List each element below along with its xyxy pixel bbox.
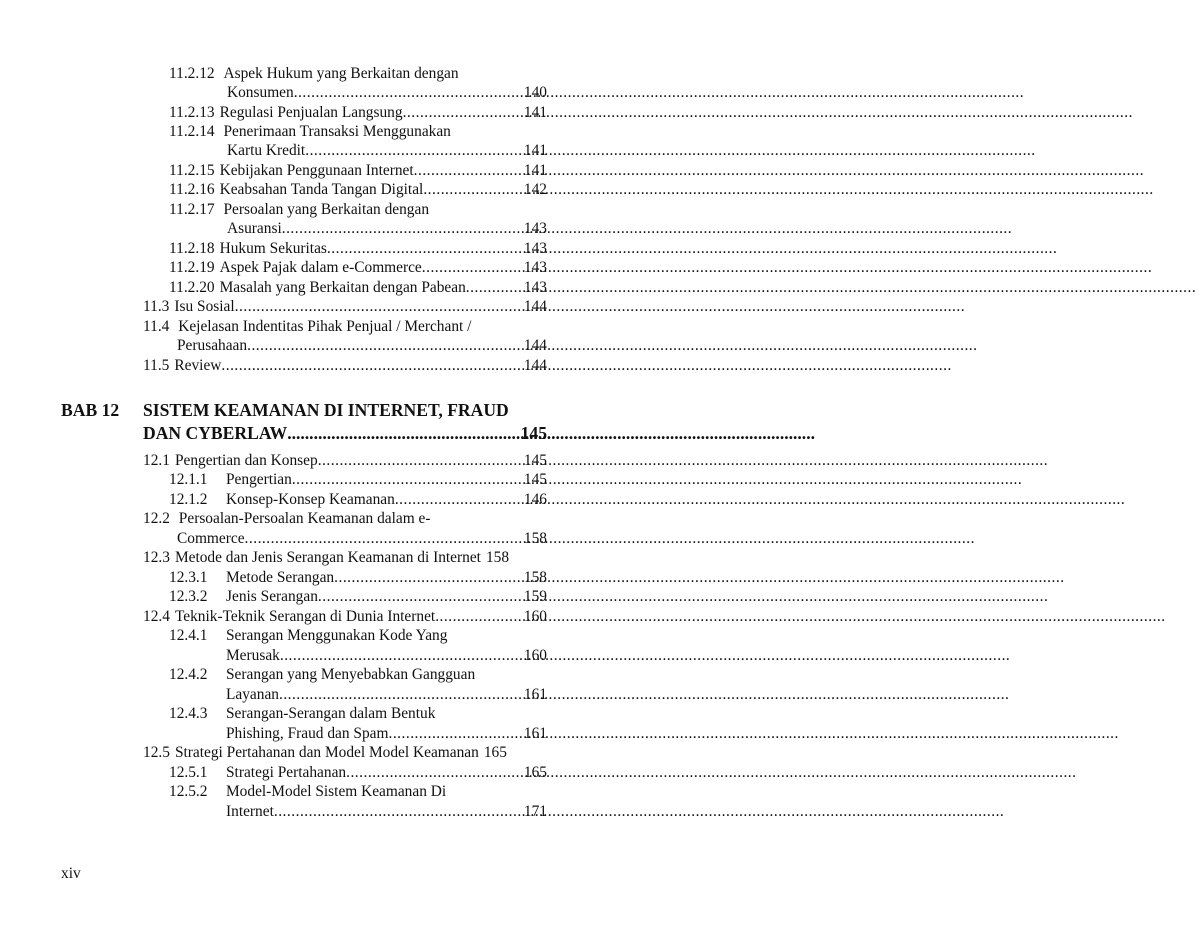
entry-number: 12.4.3 <box>169 705 208 722</box>
toc-entry-12-1-1[interactable] <box>169 470 547 489</box>
toc-entry-12-1-2[interactable] <box>169 490 547 509</box>
entry-page: 161 <box>523 686 547 703</box>
leader-dots <box>292 470 522 489</box>
entry-page: 158 <box>523 530 547 547</box>
entry-page: 158 <box>485 549 510 566</box>
toc-entry-11-2-19[interactable] <box>169 258 547 277</box>
leader-dots <box>346 763 522 782</box>
entry-title-continued: Konsumen <box>227 84 294 101</box>
entry-number: 11.2.20 <box>169 279 215 296</box>
entry-number: 11.2.17 <box>169 201 215 218</box>
entry-page: 143 <box>523 220 547 237</box>
entry-page: 144 <box>523 298 547 315</box>
entry-number: 11.4 <box>143 318 170 335</box>
entry-title-continued: Kartu Kredit <box>227 142 306 159</box>
entry-page: 146 <box>523 491 547 508</box>
entry-number: 12.5.2 <box>169 783 208 800</box>
entry-page: 142 <box>523 181 547 198</box>
toc-entry-11-5[interactable] <box>143 356 547 375</box>
entry-page: 141 <box>523 104 547 121</box>
leader-dots <box>414 161 522 180</box>
entry-title: Metode dan Jenis Serangan Keamanan di Internet <box>174 549 481 566</box>
entry-number: 11.2.18 <box>169 240 215 257</box>
entry-title: Konsep-Konsep Keamanan <box>226 491 395 508</box>
entry-title: Persoalan yang Berkaitan dengan <box>223 201 430 218</box>
entry-title: Isu Sosial <box>174 298 235 315</box>
leader-dots <box>466 278 522 297</box>
leader-dots <box>327 239 522 258</box>
entry-title-continued: Merusak <box>226 647 280 664</box>
entry-number: 12.1 <box>143 452 170 469</box>
entry-title: Serangan Menggunakan Kode Yang <box>226 627 448 644</box>
entry-page: 161 <box>523 725 547 742</box>
entry-page: 165 <box>483 744 507 761</box>
entry-page: 144 <box>523 337 547 354</box>
toc-entry-12-5-1[interactable] <box>169 763 547 782</box>
page-number: xiv <box>61 865 81 882</box>
chapter-title-line1: SISTEM KEAMANAN DI INTERNET, FRAUD <box>143 400 509 420</box>
entry-number: 12.4.1 <box>169 627 208 644</box>
leader-dots <box>318 587 522 606</box>
toc-entry-11-2-13[interactable] <box>169 103 547 122</box>
leader-dots <box>247 336 522 355</box>
entry-page: 159 <box>523 588 547 605</box>
entry-title: Serangan yang Menyebabkan Gangguan <box>226 666 476 683</box>
entry-number: 12.4 <box>143 608 170 625</box>
toc-entry-12-4[interactable] <box>143 607 547 626</box>
leader-dots <box>280 646 522 665</box>
entry-number: 12.5 <box>143 744 170 761</box>
toc-entry-11-2-15[interactable] <box>169 161 547 180</box>
toc-entry-12-3-1[interactable] <box>169 568 547 587</box>
entry-page: 143 <box>523 279 547 296</box>
entry-title: Persoalan-Persoalan Keamanan dalam e- <box>178 510 431 527</box>
entry-title: Kebijakan Penggunaan Internet <box>219 162 414 179</box>
entry-title-continued: Asuransi <box>227 220 282 237</box>
toc-entry-11-2-20[interactable] <box>169 278 547 297</box>
toc-entry-11-3[interactable] <box>143 297 547 316</box>
entry-title-continued: Internet <box>226 803 274 820</box>
entry-title: Jenis Serangan <box>226 588 318 605</box>
chapter-page: 145 <box>520 423 547 443</box>
leader-dots <box>274 802 522 821</box>
entry-number: 11.2.12 <box>169 65 215 82</box>
entry-number: 12.2 <box>143 510 170 527</box>
entry-title-continued: Commerce <box>177 530 245 547</box>
entry-title: Regulasi Penjualan Langsung <box>219 104 403 121</box>
entry-title: Metode Serangan <box>226 569 335 586</box>
entry-number: 12.5.1 <box>169 764 208 781</box>
entry-number: 11.5 <box>143 357 170 374</box>
entry-number: 12.1.2 <box>169 491 208 508</box>
entry-title: Review <box>174 357 222 374</box>
chapter-title-line2: DAN CYBERLAW <box>143 423 288 443</box>
leader-dots <box>403 103 522 122</box>
entry-title: Serangan-Serangan dalam Bentuk <box>226 705 436 722</box>
chapter-label: BAB 12 <box>61 400 120 420</box>
leader-dots <box>287 421 518 445</box>
toc-entry-11-2-18[interactable] <box>169 239 547 258</box>
entry-title: Kejelasan Indentitas Pihak Penjual / Merchant / <box>178 318 472 335</box>
entry-title: Pengertian <box>226 471 292 488</box>
entry-page: 145 <box>523 471 547 488</box>
entry-title-continued: Phishing, Fraud dan Spam <box>226 725 389 742</box>
leader-dots <box>221 356 522 375</box>
leader-dots <box>334 568 522 587</box>
leader-dots <box>235 297 522 316</box>
entry-number: 12.3.2 <box>169 588 208 605</box>
entry-number: 12.3 <box>143 549 170 566</box>
toc-entry-12-1[interactable] <box>143 451 547 470</box>
toc-entry-12-5[interactable] <box>143 743 547 762</box>
entry-number: 12.1.1 <box>169 471 208 488</box>
entry-title: Aspek Hukum yang Berkaitan dengan <box>223 65 459 82</box>
entry-number: 11.2.15 <box>169 162 215 179</box>
entry-number: 11.2.19 <box>169 259 215 276</box>
toc-entry-12-3[interactable] <box>143 548 547 567</box>
leader-dots <box>279 685 522 704</box>
leader-dots <box>395 490 522 509</box>
entry-page: 145 <box>523 452 547 469</box>
entry-page: 143 <box>523 240 547 257</box>
entry-page: 158 <box>523 569 547 586</box>
leader-dots <box>423 180 522 199</box>
entry-number: 12.4.2 <box>169 666 208 683</box>
entry-title-continued: Perusahaan <box>177 337 248 354</box>
entry-page: 160 <box>523 647 547 664</box>
leader-dots <box>294 83 522 102</box>
entry-title: Teknik-Teknik Serangan di Dunia Internet <box>174 608 436 625</box>
leader-dots <box>422 258 522 277</box>
entry-title: Masalah yang Berkaitan dengan Pabean <box>219 279 466 296</box>
entry-number: 11.2.16 <box>169 181 215 198</box>
entry-number: 11.2.13 <box>169 104 215 121</box>
entry-title: Strategi Pertahanan <box>226 764 347 781</box>
entry-title: Hukum Sekuritas <box>219 240 327 257</box>
leader-dots <box>282 219 522 238</box>
toc-entry-11-2-16[interactable] <box>169 180 547 199</box>
entry-page: 140 <box>523 84 547 101</box>
toc-entry-12-3-2[interactable] <box>169 587 547 606</box>
entry-page: 144 <box>523 357 547 374</box>
leader-dots <box>435 607 522 626</box>
entry-title-continued: Layanan <box>226 686 279 703</box>
leader-dots <box>305 141 522 160</box>
entry-number: 11.3 <box>143 298 170 315</box>
entry-title: Penerimaan Transaksi Menggunakan <box>223 123 451 140</box>
entry-page: 165 <box>523 764 547 781</box>
entry-title: Keabsahan Tanda Tangan Digital <box>219 181 424 198</box>
entry-page: 160 <box>523 608 547 625</box>
entry-title: Aspek Pajak dalam e-Commerce <box>219 259 422 276</box>
entry-title: Pengertian dan Konsep <box>174 452 318 469</box>
entry-number: 11.2.14 <box>169 123 215 140</box>
entry-page: 171 <box>523 803 547 820</box>
entry-title: Model-Model Sistem Keamanan Di <box>226 783 447 800</box>
leader-dots <box>245 529 522 548</box>
entry-page: 141 <box>523 142 547 159</box>
leader-dots <box>318 451 522 470</box>
entry-number: 12.3.1 <box>169 569 208 586</box>
entry-page: 141 <box>523 162 547 179</box>
leader-dots <box>388 724 521 743</box>
entry-page: 143 <box>523 259 547 276</box>
entry-title: Strategi Pertahanan dan Model Model Keamanan <box>174 744 479 761</box>
